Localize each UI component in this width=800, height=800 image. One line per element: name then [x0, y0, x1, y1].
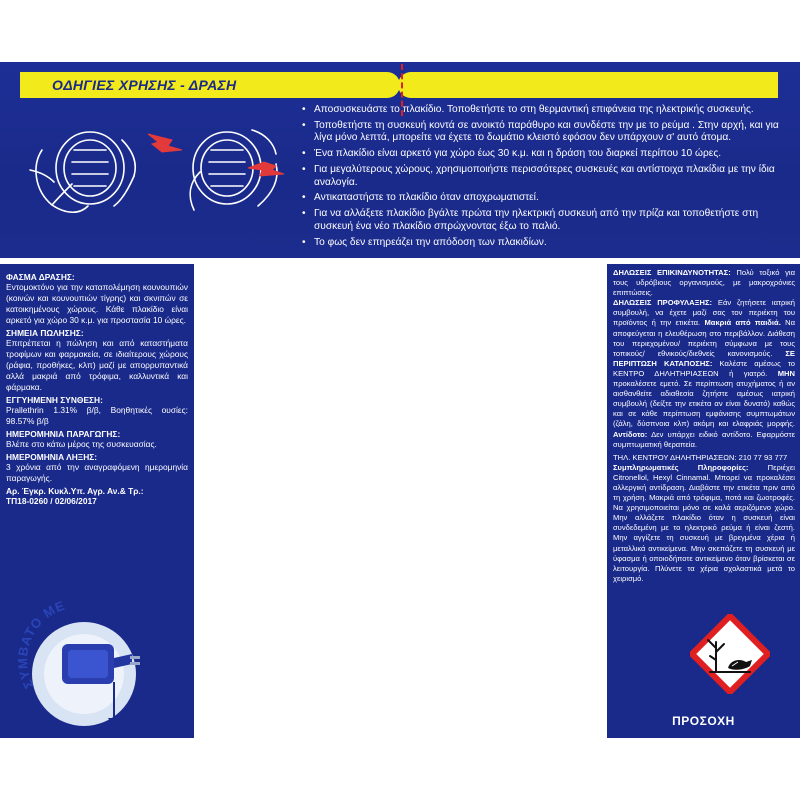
registration-label: Αρ. Έγκρ. Κυκλ.Υπ. Αγρ. Αν.& Τρ.:: [6, 486, 144, 496]
warning-signal-word: ΠΡΟΣΟΧΗ: [672, 714, 735, 728]
supplementary-info: [613, 463, 795, 584]
compatible-device-badge: [14, 594, 144, 734]
composition-heading: ΕΓΓΥΗΜΕΝΗ ΣΥΝΘΕΣΗ:: [6, 395, 103, 405]
instructions-list: [302, 104, 790, 253]
antidote-text: Δεν υπάρχει ειδικό αντίδοτο. Εφαρμόστε συμπτωματική θεραπεία.: [613, 429, 795, 449]
registration-number: ΤΠ18-0260 / 02/06/2017: [6, 496, 97, 506]
production-date-text: Βλέπε στο κάτω μέρος της συσκευασίας.: [6, 439, 157, 449]
composition-text: Prallethrin 1.31% β/β, Βοηθητικές ουσίες: 98.57% β/β: [6, 405, 188, 426]
hazard-text: Πολύ τοξικό για τους υδρόβιους οργανισμούς, με μακροχρόνιες επιπτώσεις.: [613, 268, 795, 298]
precaution-text: Εάν ζητήσετε ιατρική συμβουλή, να έχετε μαζί σας τον περιέκτη του προϊόντος ή την ετικέτα.: [613, 298, 795, 328]
instruction-item: • Αποσυσκευάστε το πλακίδιο. Τοποθετήστε το στη θερμαντική επιφάνεια της ηλεκτρικής συσκευής.: [302, 104, 790, 116]
section-title: ΟΔΗΓΙΕΣ ΧΡΗΣΗΣ - ΔΡΑΣΗ: [52, 77, 237, 93]
hazard-statements: [613, 268, 795, 298]
instruction-item: • Το φως δεν επηρεάζει την απόδοση των πλακιδίων.: [302, 237, 790, 249]
expiry-date-text: 3 χρόνια από την αναγραφόμενη ημερομηνία παραγωγής.: [6, 462, 188, 483]
instruction-item: • Τοποθετήστε τη συσκευή κοντά σε ανοικτό παράθυρο και συνδέστε την με το ρεύμα . Στην αρχή, και για λίγα μόνο λεπτά, μπορείτε να έχετε το δωμάτιο κλειστό εφόσον δεν υπάρχουν σ' αυτό άτομα.: [302, 120, 790, 145]
hazard-label: ΔΗΛΩΣΕΙΣ ΕΠΙΚΙΝΔΥΝΟΤΗΤΑΣ:: [613, 268, 731, 277]
spectrum-text: Εντομοκτόνο για την καταπολέμηση κουνουπιών (κοινών και κουνουπιών τίγρης) και σκνιπών σε κατοικημένους χώρους. Κάθε πλακίδιο είναι αρκετό για χώρο 30 κ.μ. για προστασία 10 ώρες.: [6, 282, 188, 325]
ingestion-text-2: προκαλέσετε εμετό. Σε περίπτωση ατυχήματος ή αν αισθανθείτε αδιαθεσία ζητήστε αμέσως ιατρική συμβουλή (δείξτε την ετικέτα αν είναι δυνατό) καθώς και σε κάθε περίπτωση εμφάνισης συμπτωμάτων (ζάλη, δύσπνοια κλπ) ακόμη και ελαφριάς μορφής.: [613, 379, 795, 429]
precaution-label: ΔΗΛΩΣΕΙΣ ΠΡΟΦΥΛΑΞΗΣ:: [613, 298, 713, 308]
sale-points-heading: ΣΗΜΕΙΑ ΠΩΛΗΣΗΣ:: [6, 328, 84, 338]
antidote-label: Αντίδοτο:: [613, 429, 648, 439]
production-date-heading: ΗΜΕΡΟΜΗΝΙΑ ΠΑΡΑΓΩΓΗΣ:: [6, 429, 121, 439]
precaution-statements: [613, 298, 795, 449]
keep-from-children: Μακριά από παιδιά.: [704, 318, 781, 328]
instruction-item: • Ένα πλακίδιο είναι αρκετό για χώρο έως 30 κ.μ. και η δράση του διαρκεί περίπου 10 ώρες.: [302, 148, 790, 160]
insert-mat-illustration: [22, 110, 292, 230]
poison-center-phone: ΤΗΛ. ΚΕΝΤΡΟΥ ΔΗΛΗΤΗΡΙΑΣΕΩΝ: 210 77 93 777: [613, 452, 788, 462]
instruction-item: • Για να αλλάξετε πλακίδιο βγάλτε πρώτα την ηλεκτρική συσκευή από την πρίζα και τοποθετήστε στη συσκευή ένα νέο πλακίδιο σπρώχνοντας έξω το παλιό.: [302, 208, 790, 233]
instruction-item: • Αντικαταστήστε το πλακίδιο όταν αποχρωματιστεί.: [302, 192, 790, 204]
title-bar-extension: [398, 72, 778, 98]
environment-hazard-icon: [690, 614, 770, 694]
ingestion-text: Καλέστε αμέσως το ΚΕΝΤΡΟ ΔΗΛΗΤΗΡΙΑΣΕΩΝ ή γιατρό.: [613, 358, 795, 378]
supplementary-label: Συμπληρωματικές Πληροφορίες:: [613, 462, 749, 472]
sale-points-text: Επιτρέπεται η πώληση και από καταστήματα τροφίμων και φαρμακεία, σε ιδιαίτερους χώρους (ράφια, προθήκες, κλπ) μαζί με απορρυπαντικά αλλά μακριά από τρόφιμα, καλλυντικά και φάρμακα.: [6, 338, 188, 392]
spectrum-heading: ΦΑΣΜΑ ΔΡΑΣΗΣ:: [6, 272, 75, 282]
expiry-date-heading: ΗΜΕΡΟΜΗΝΙΑ ΛΗΞΗΣ:: [6, 452, 98, 462]
badge-text: ΣΥΜΒΑΤΟ ΜΕ: [14, 597, 68, 692]
instruction-item: • Για μεγαλύτερους χώρους, χρησιμοποιήστε περισσότερες συσκευές και αντίστοιχα πλακίδια με την ίδια αναλογία.: [302, 164, 790, 189]
ingestion-label: ΣΕ ΠΕΡΙΠΤΩΣΗ ΚΑΤΑΠΟΣΗΣ:: [613, 348, 795, 368]
supplementary-text: Περιέχει Citronellol, Hexyl Cinnamal. Μπορεί να προκαλέσει αλλεργική αντίδραση. Διαβάστε την ετικέτα πριν από τη χρήση. Μακριά από τρόφιμα, ποτά και ζωοτροφές. Να χρησιμοποιείται μόνο σε καλά αεριζόμενο χώρο. Μην αλλάζετε πλακίδιο όταν η συσκευή είναι συνδεδεμένη με το ηλεκτρικό ρεύμα ή είναι ζεστή. Μην αγγίζετε τη συσκευή με βρεγμένα χέρια ή μεταλλικά αντικείμενα. Μην σκεπάζετε τη συσκευή με ύφασμα ή οποιοδήποτε αντικείμενο όταν βρίσκεται σε λειτουργία. Πλύνετε τα χέρια σχολαστικά μετά το χειρισμό.: [613, 462, 795, 583]
precaution-text-2: Να αποφεύγεται η ελευθέρωση στο περιβάλλον. Διάθεση του περιεχομένου/ περιέκτη σύμφωνα με τους τοπικούς/ εθνικούς/διεθνείς κανονισμούς.: [613, 318, 796, 358]
do-not-label: ΜΗΝ: [777, 368, 795, 378]
